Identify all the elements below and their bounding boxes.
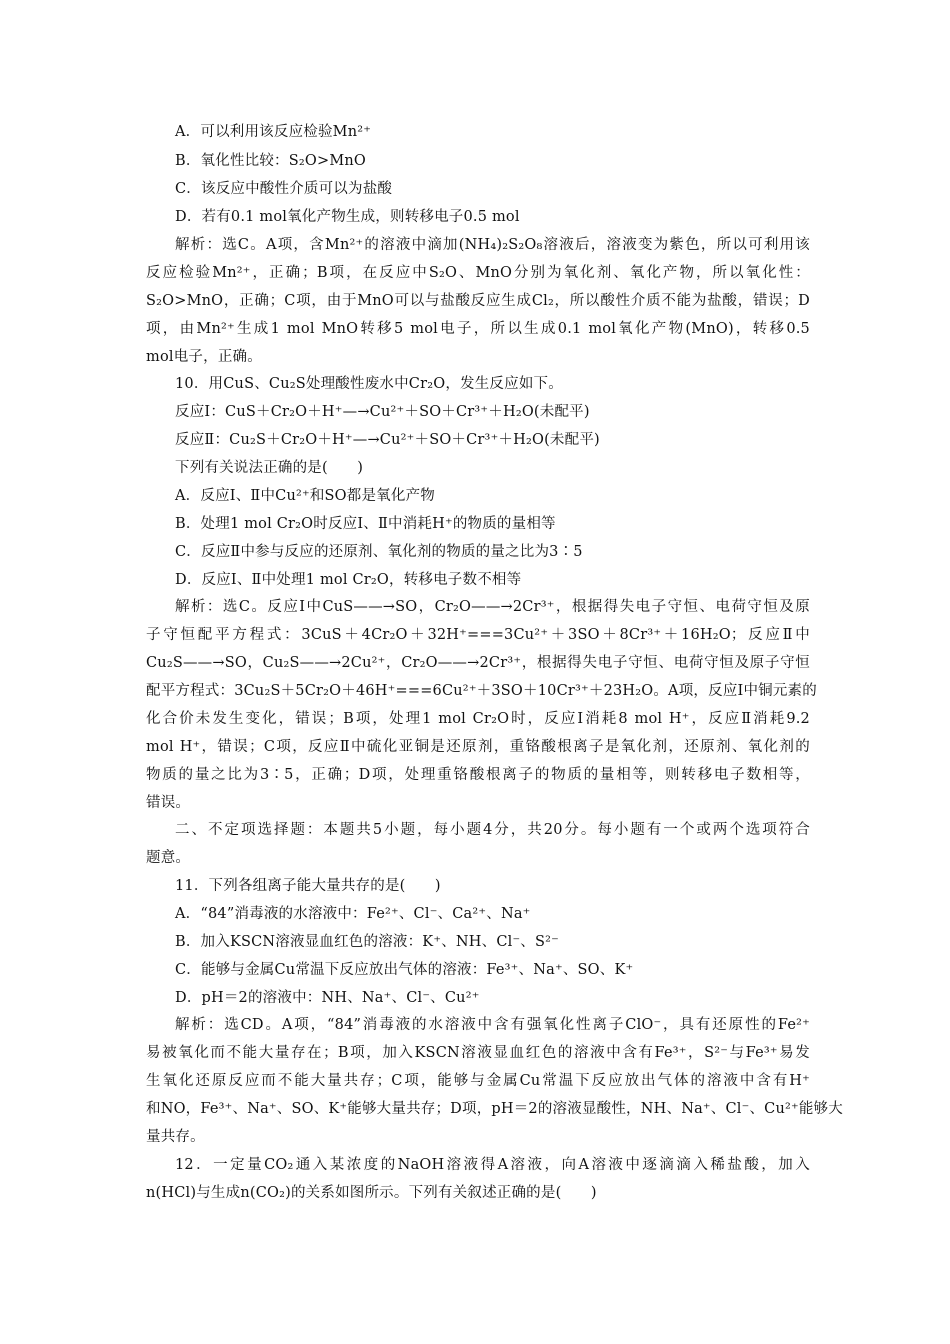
- option-9d: D．若有0.1 mol氧化产物生成，则转移电子0.5 mol: [175, 209, 520, 225]
- analysis-11-line-3: 生氧化还原反应而不能大量共存；C项，能够与金属Cu常温下反应放出气体的溶液中含有H⁺: [146, 1073, 810, 1089]
- section-2-heading-line-1: 二、不定项选择题：本题共5小题，每小题4分，共20分。每小题有一个或两个选项符合: [175, 822, 810, 838]
- analysis-10-line-8: 错误。: [146, 795, 191, 811]
- reaction-2: 反应Ⅱ：Cu₂S＋Cr₂O＋H⁺—→Cu²⁺＋SO＋Cr³⁺＋H₂O(未配平): [175, 432, 600, 448]
- analysis-10-line-7: 物质的量之比为3∶5，正确；D项，处理重铬酸根离子的物质的量相等，则转移电子数相等，: [146, 767, 810, 783]
- option-10d: D．反应Ⅰ、Ⅱ中处理1 mol Cr₂O，转移电子数不相等: [175, 572, 522, 588]
- analysis-10-line-6: mol H⁺，错误；C项，反应Ⅱ中硫化亚铜是还原剂，重铬酸根离子是氧化剂，还原剂、氧化剂的: [146, 739, 810, 755]
- analysis-9-line-3: S₂O>MnO，正确；C项，由于MnO可以与盐酸反应生成Cl₂，所以酸性介质不能为盐酸，错误；D: [146, 293, 810, 309]
- option-11c: C．能够与金属Cu常温下反应放出气体的溶液：Fe³⁺、Na⁺、SO、K⁺: [175, 962, 634, 978]
- analysis-9-line-1: 解析：选C。A项，含Mn²⁺的溶液中滴加(NH₄)₂S₂O₈溶液后，溶液变为紫色，所以可利用该: [175, 237, 810, 253]
- option-10b: B．处理1 mol Cr₂O时反应Ⅰ、Ⅱ中消耗H⁺的物质的量相等: [175, 516, 556, 532]
- option-11d: D．pH＝2的溶液中：NH、Na⁺、Cl⁻、Cu²⁺: [175, 990, 480, 1006]
- option-11b: B．加入KSCN溶液显血红色的溶液：K⁺、NH、Cl⁻、S²⁻: [175, 934, 560, 950]
- question-12-stem-line-2: n(HCl)与生成n(CO₂)的关系如图所示。下列有关叙述正确的是( ): [146, 1185, 597, 1201]
- reaction-1: 反应Ⅰ：CuS＋Cr₂O＋H⁺—→Cu²⁺＋SO＋Cr³⁺＋H₂O(未配平): [175, 404, 590, 420]
- analysis-11-line-1: 解析：选CD。A项，“84”消毒液的水溶液中含有强氧化性离子ClO⁻，具有还原性的Fe²⁺: [175, 1017, 810, 1033]
- analysis-11-line-5: 量共存。: [146, 1129, 205, 1145]
- analysis-10-line-3: Cu₂S——→SO，Cu₂S——→2Cu²⁺，Cr₂O——→2Cr³⁺，根据得失电子守恒、电荷守恒及原子守恒: [146, 655, 810, 671]
- option-9a: A．可以利用该反应检验Mn²⁺: [175, 124, 372, 140]
- question-10-prompt: 下列有关说法正确的是( ): [175, 460, 364, 476]
- analysis-9-line-5: mol电子，正确。: [146, 349, 262, 365]
- analysis-10-line-2: 子守恒配平方程式：3CuS＋4Cr₂O＋32H⁺===3Cu²⁺＋3SO＋8Cr³⁺＋16H₂O；反应Ⅱ中: [146, 627, 810, 643]
- analysis-10-line-1: 解析：选C。反应Ⅰ中CuS——→SO，Cr₂O——→2Cr³⁺，根据得失电子守恒、电荷守恒及原: [175, 599, 810, 615]
- analysis-10-line-5: 化合价未发生变化，错误；B项，处理1 mol Cr₂O时，反应Ⅰ消耗8 mol H⁺，反应Ⅱ消耗9.2: [146, 711, 810, 727]
- option-9c: C．该反应中酸性介质可以为盐酸: [175, 181, 393, 197]
- analysis-10-line-4: 配平方程式：3Cu₂S＋5Cr₂O＋46H⁺===6Cu²⁺＋3SO＋10Cr³⁺＋23H₂O。A项，反应Ⅰ中铜元素的: [146, 683, 817, 699]
- question-12-stem-line-1: 12．一定量CO₂通入某浓度的NaOH溶液得A溶液，向A溶液中逐滴滴入稀盐酸，加入: [175, 1157, 810, 1173]
- question-11-stem: 11．下列各组离子能大量共存的是( ): [175, 878, 441, 894]
- option-9b: B．氧化性比较：S₂O>MnO: [175, 153, 367, 169]
- option-10a: A．反应Ⅰ、Ⅱ中Cu²⁺和SO都是氧化产物: [175, 488, 435, 504]
- section-2-heading-line-2: 题意。: [146, 850, 191, 866]
- analysis-9-line-4: 项，由Mn²⁺生成1 mol MnO转移5 mol电子，所以生成0.1 mol氧化产物(MnO)，转移0.5: [146, 321, 810, 337]
- analysis-11-line-4: 和NO，Fe³⁺、Na⁺、SO、K⁺能够大量共存；D项，pH＝2的溶液显酸性，NH、Na⁺、Cl⁻、Cu²⁺能够大: [146, 1101, 843, 1117]
- analysis-11-line-2: 易被氧化而不能大量存在；B项，加入KSCN溶液显血红色的溶液中含有Fe³⁺，S²⁻与Fe³⁺易发: [146, 1045, 810, 1061]
- option-10c: C．反应Ⅱ中参与反应的还原剂、氧化剂的物质的量之比为3∶5: [175, 544, 583, 560]
- option-11a: A．“84”消毒液的水溶液中：Fe²⁺、Cl⁻、Ca²⁺、Na⁺: [175, 906, 531, 922]
- question-10-stem: 10．用CuS、Cu₂S处理酸性废水中Cr₂O，发生反应如下。: [175, 376, 563, 392]
- analysis-9-line-2: 反应检验Mn²⁺，正确；B项，在反应中S₂O、MnO分别为氧化剂、氧化产物，所以氧化性：: [146, 265, 810, 281]
